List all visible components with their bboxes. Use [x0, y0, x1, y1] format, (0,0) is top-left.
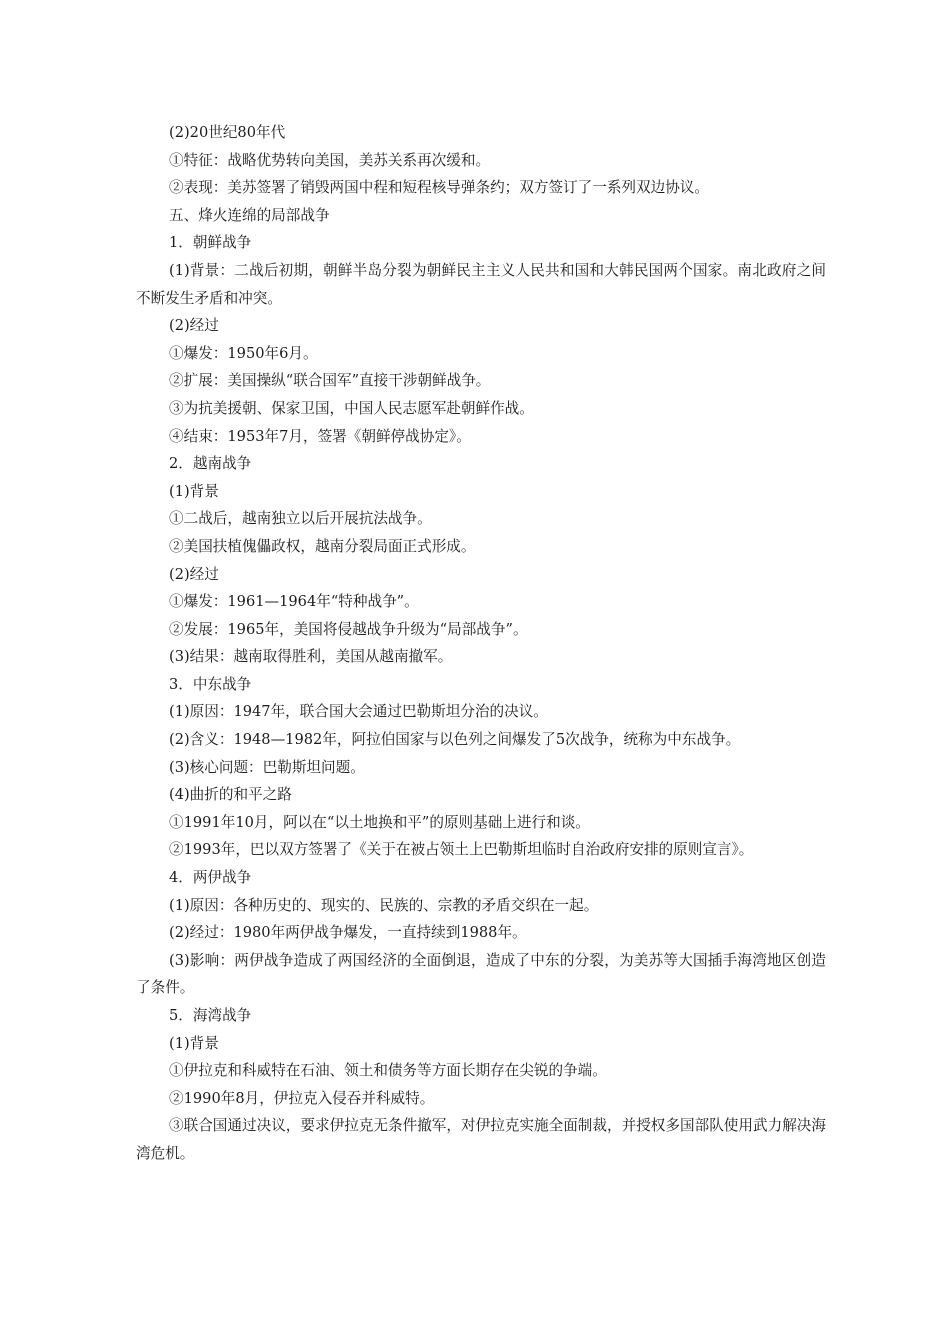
subsection-heading: (1)背景 [169, 1034, 219, 1052]
paragraph: (1)原因：1947年，联合国大会通过巴勒斯坦分治的决议。 [169, 703, 548, 721]
document-page [136, 119, 826, 1168]
paragraph: ①1991年10月，阿以在“以土地换和平”的原则基础上进行和谈。 [169, 813, 590, 831]
paragraph: (3)影响：两伊战争造成了两国经济的全面倒退，造成了中东的分裂，为美苏等大国插手海湾地区创造了条件。 [136, 951, 826, 997]
section-heading: 五、烽火连绵的局部战争 [169, 206, 330, 224]
paragraph: ②表现：美苏签署了销毁两国中程和短程核导弹条约；双方签订了一系列双边协议。 [169, 179, 709, 197]
paragraph: ③联合国通过决议，要求伊拉克无条件撤军，对伊拉克实施全面制裁，并授权多国部队使用武力解决海湾危机。 [136, 1117, 826, 1162]
paragraph: (2)含义：1948—1982年，阿拉伯国家与以色列之间爆发了5次战争，统称为中东战争。 [169, 731, 741, 749]
paragraph: ①爆发：1961—1964年“特种战争”。 [169, 593, 419, 611]
paragraph: ①特征：战略优势转向美国，美苏关系再次缓和。 [169, 151, 491, 169]
section-heading: 4．两伊战争 [169, 869, 252, 887]
paragraph: (2)经过：1980年两伊战争爆发，一直持续到1988年。 [169, 924, 527, 942]
section-heading: 2．越南战争 [169, 455, 252, 473]
paragraph: (3)结果：越南取得胜利，美国从越南撤军。 [169, 648, 453, 666]
paragraph: ②1993年，巴以双方签署了《关于在被占领土上巴勒斯坦临时自治政府安排的原则宣言》。 [169, 841, 754, 859]
section-heading: 1．朝鲜战争 [169, 234, 252, 252]
paragraph: ②美国扶植傀儡政权，越南分裂局面正式形成。 [169, 537, 476, 555]
paragraph: ①爆发：1950年6月。 [169, 344, 318, 362]
subsection-heading: (1)背景 [169, 482, 219, 500]
paragraph: ②扩展：美国操纵“联合国军”直接干涉朝鲜战争。 [169, 372, 491, 390]
paragraph: ②发展：1965年，美国将侵越战争升级为“局部战争”。 [169, 620, 528, 638]
paragraph: (1)背景：二战后初期，朝鲜半岛分裂为朝鲜民主主义人民共和国和大韩民国两个国家。南北政府之间不断发生矛盾和冲突。 [136, 261, 826, 307]
subsection-heading: (2)20世纪80年代 [169, 124, 286, 141]
paragraph: ②1990年8月，伊拉克入侵吞并科威特。 [169, 1089, 435, 1107]
paragraph: ③为抗美援朝、保家卫国，中国人民志愿军赴朝鲜作战。 [169, 399, 534, 417]
section-heading: 3．中东战争 [169, 675, 252, 693]
paragraph: (3)核心问题：巴勒斯坦问题。 [169, 758, 365, 776]
paragraph: ①二战后，越南独立以后开展抗法战争。 [169, 510, 432, 528]
paragraph: ④结束：1953年7月，签署《朝鲜停战协定》。 [169, 427, 471, 445]
subsection-heading: (2)经过 [169, 565, 219, 583]
subsection-heading: (4)曲折的和平之路 [169, 786, 292, 804]
section-heading: 5．海湾战争 [169, 1007, 252, 1024]
paragraph: (1)原因：各种历史的、现实的、民族的、宗教的矛盾交织在一起。 [169, 896, 599, 914]
paragraph: ①伊拉克和科威特在石油、领土和债务等方面长期存在尖锐的争端。 [169, 1062, 607, 1080]
subsection-heading: (2)经过 [169, 317, 219, 335]
